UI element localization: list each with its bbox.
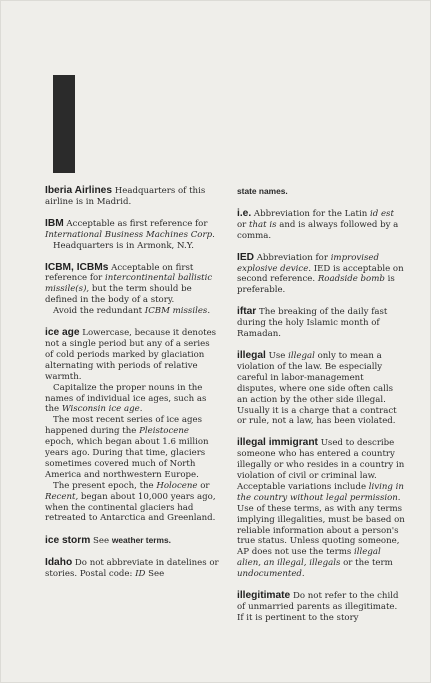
- definition: Lowercase, because it denotes not a single period but any of a series of cold periods marked by glaciation alternating with periods of relative warmth.: [45, 328, 217, 382]
- headword: Iberia Airlines: [45, 185, 112, 196]
- italic-term: Holocene: [156, 480, 198, 491]
- definition: Do not abbreviate in datelines or stories. Postal code:: [45, 558, 219, 580]
- definition-cont: only to mean a violation of the law. Be especially careful in labor-management disputes, where one side often calls an action by the other side illegal. Usually it is a charge that a contract or rule, not a law, has been violated.: [237, 350, 397, 427]
- cross-reference: state names.: [237, 186, 288, 196]
- definition: Acceptable as first reference for: [66, 218, 208, 229]
- entry-icbm: [45, 263, 220, 318]
- paragraph-cont: or: [200, 480, 210, 491]
- italic-term: Roadside bomb: [317, 274, 385, 285]
- definition: See: [93, 536, 110, 547]
- definition-cont: IED is acceptable on second reference.: [237, 263, 404, 285]
- definition-cont: or the term: [343, 558, 393, 569]
- italic-term: living in the country without legal permission.: [237, 481, 404, 503]
- italic-term: Pleistocene: [139, 426, 189, 437]
- italic-term: improvised explosive device.: [237, 252, 379, 274]
- entry-iftar: [237, 307, 405, 340]
- entry-ie: [237, 209, 405, 242]
- italic-term: Wisconsin ice age.: [61, 404, 143, 415]
- italic-term: Recent,: [45, 491, 79, 502]
- entry-ice-age: [45, 328, 220, 524]
- definition-cont: Use of these terms, as with any terms implying illegalities, must be based on reliable information about a person's true status. Unless quoting someone, AP does not use the terms: [237, 503, 405, 558]
- headword: illegal immigrant: [237, 437, 318, 449]
- headword: iftar: [237, 306, 257, 318]
- definition-cont: but the term should be defined in the body of a story.: [45, 284, 192, 306]
- italic-term: International Business Machines Corp.: [45, 229, 215, 240]
- paragraph-cont: began about 10,000 years ago, when the continental glaciers had retreated to Antarctica and Greenland.: [45, 491, 216, 524]
- entry-illegitimate: [237, 591, 405, 624]
- paragraph: Capitalize the proper nouns in the names of individual ice ages, such as the: [45, 382, 207, 415]
- definition: Headquarters of this airline is in Madrid.: [45, 186, 206, 207]
- section-letter-bar: [53, 75, 75, 173]
- italic-term: ICBM missiles.: [144, 306, 211, 317]
- entry-illegal: [237, 351, 405, 427]
- entry-ice-storm: [45, 535, 220, 547]
- italic-term: intercontinental ballistic missile(s),: [45, 273, 213, 295]
- headword: illegitimate: [237, 590, 291, 602]
- paragraph: The present epoch, the: [53, 480, 154, 491]
- definition: The breaking of the daily fast during the holy Islamic month of Ramadan.: [237, 307, 388, 340]
- definition: Acceptable on first reference for: [45, 262, 194, 284]
- definition: Abbreviation for: [256, 252, 328, 263]
- italic-term: that is: [249, 219, 277, 230]
- right-column: [237, 186, 405, 635]
- definition: Used to describe someone who has entered a country illegally or who resides in a country in violation of civil or criminal law. Acceptable variations include: [237, 438, 405, 492]
- italic-term: ID: [135, 569, 146, 580]
- paragraph: Avoid the redundant: [53, 306, 143, 317]
- paragraph: The most recent series of ice ages happened during the: [45, 415, 202, 437]
- headword: Idaho: [45, 557, 73, 569]
- entry-iberia-airlines: [45, 186, 220, 208]
- entry-idaho: [45, 558, 220, 580]
- definition: Use: [268, 350, 286, 361]
- definition: Do not refer to the child of unmarried parents as illegitimate. If it is pertinent to the story: [237, 591, 399, 623]
- entry-continuation: [237, 186, 405, 198]
- cross-reference: weather terms.: [111, 535, 171, 546]
- headword: illegal: [237, 349, 266, 361]
- headword: ice age: [45, 327, 80, 339]
- italic-term: illegal: [288, 350, 315, 361]
- definition: Abbreviation for the Latin: [253, 208, 368, 219]
- headword: IBM: [45, 217, 64, 229]
- entry-illegal-immigrant: [237, 438, 405, 580]
- paragraph-cont: epoch, which began about 1.6 million years ago. During that time, glaciers sometimes covered much of North America and northwestern Europe.: [45, 437, 209, 480]
- definition-cont: or: [237, 219, 247, 230]
- italic-term: illegal alien, an illegal, illegals: [237, 547, 381, 569]
- entry-ied: [237, 253, 405, 297]
- headword: i.e.: [237, 207, 252, 219]
- definition-cont: is preferable.: [237, 274, 395, 296]
- paragraph: Headquarters is in Armonk, N.Y.: [53, 240, 195, 251]
- italic-term: undocumented.: [237, 569, 305, 580]
- entry-ibm: [45, 219, 220, 252]
- definition-cont: and is always followed by a comma.: [237, 219, 399, 241]
- definition-cont: See: [148, 569, 165, 580]
- headword: ice storm: [45, 535, 91, 547]
- headword: IED: [237, 251, 254, 263]
- left-column: [45, 186, 220, 591]
- italic-term: id est: [369, 208, 394, 219]
- headword: ICBM, ICBMs: [45, 261, 109, 273]
